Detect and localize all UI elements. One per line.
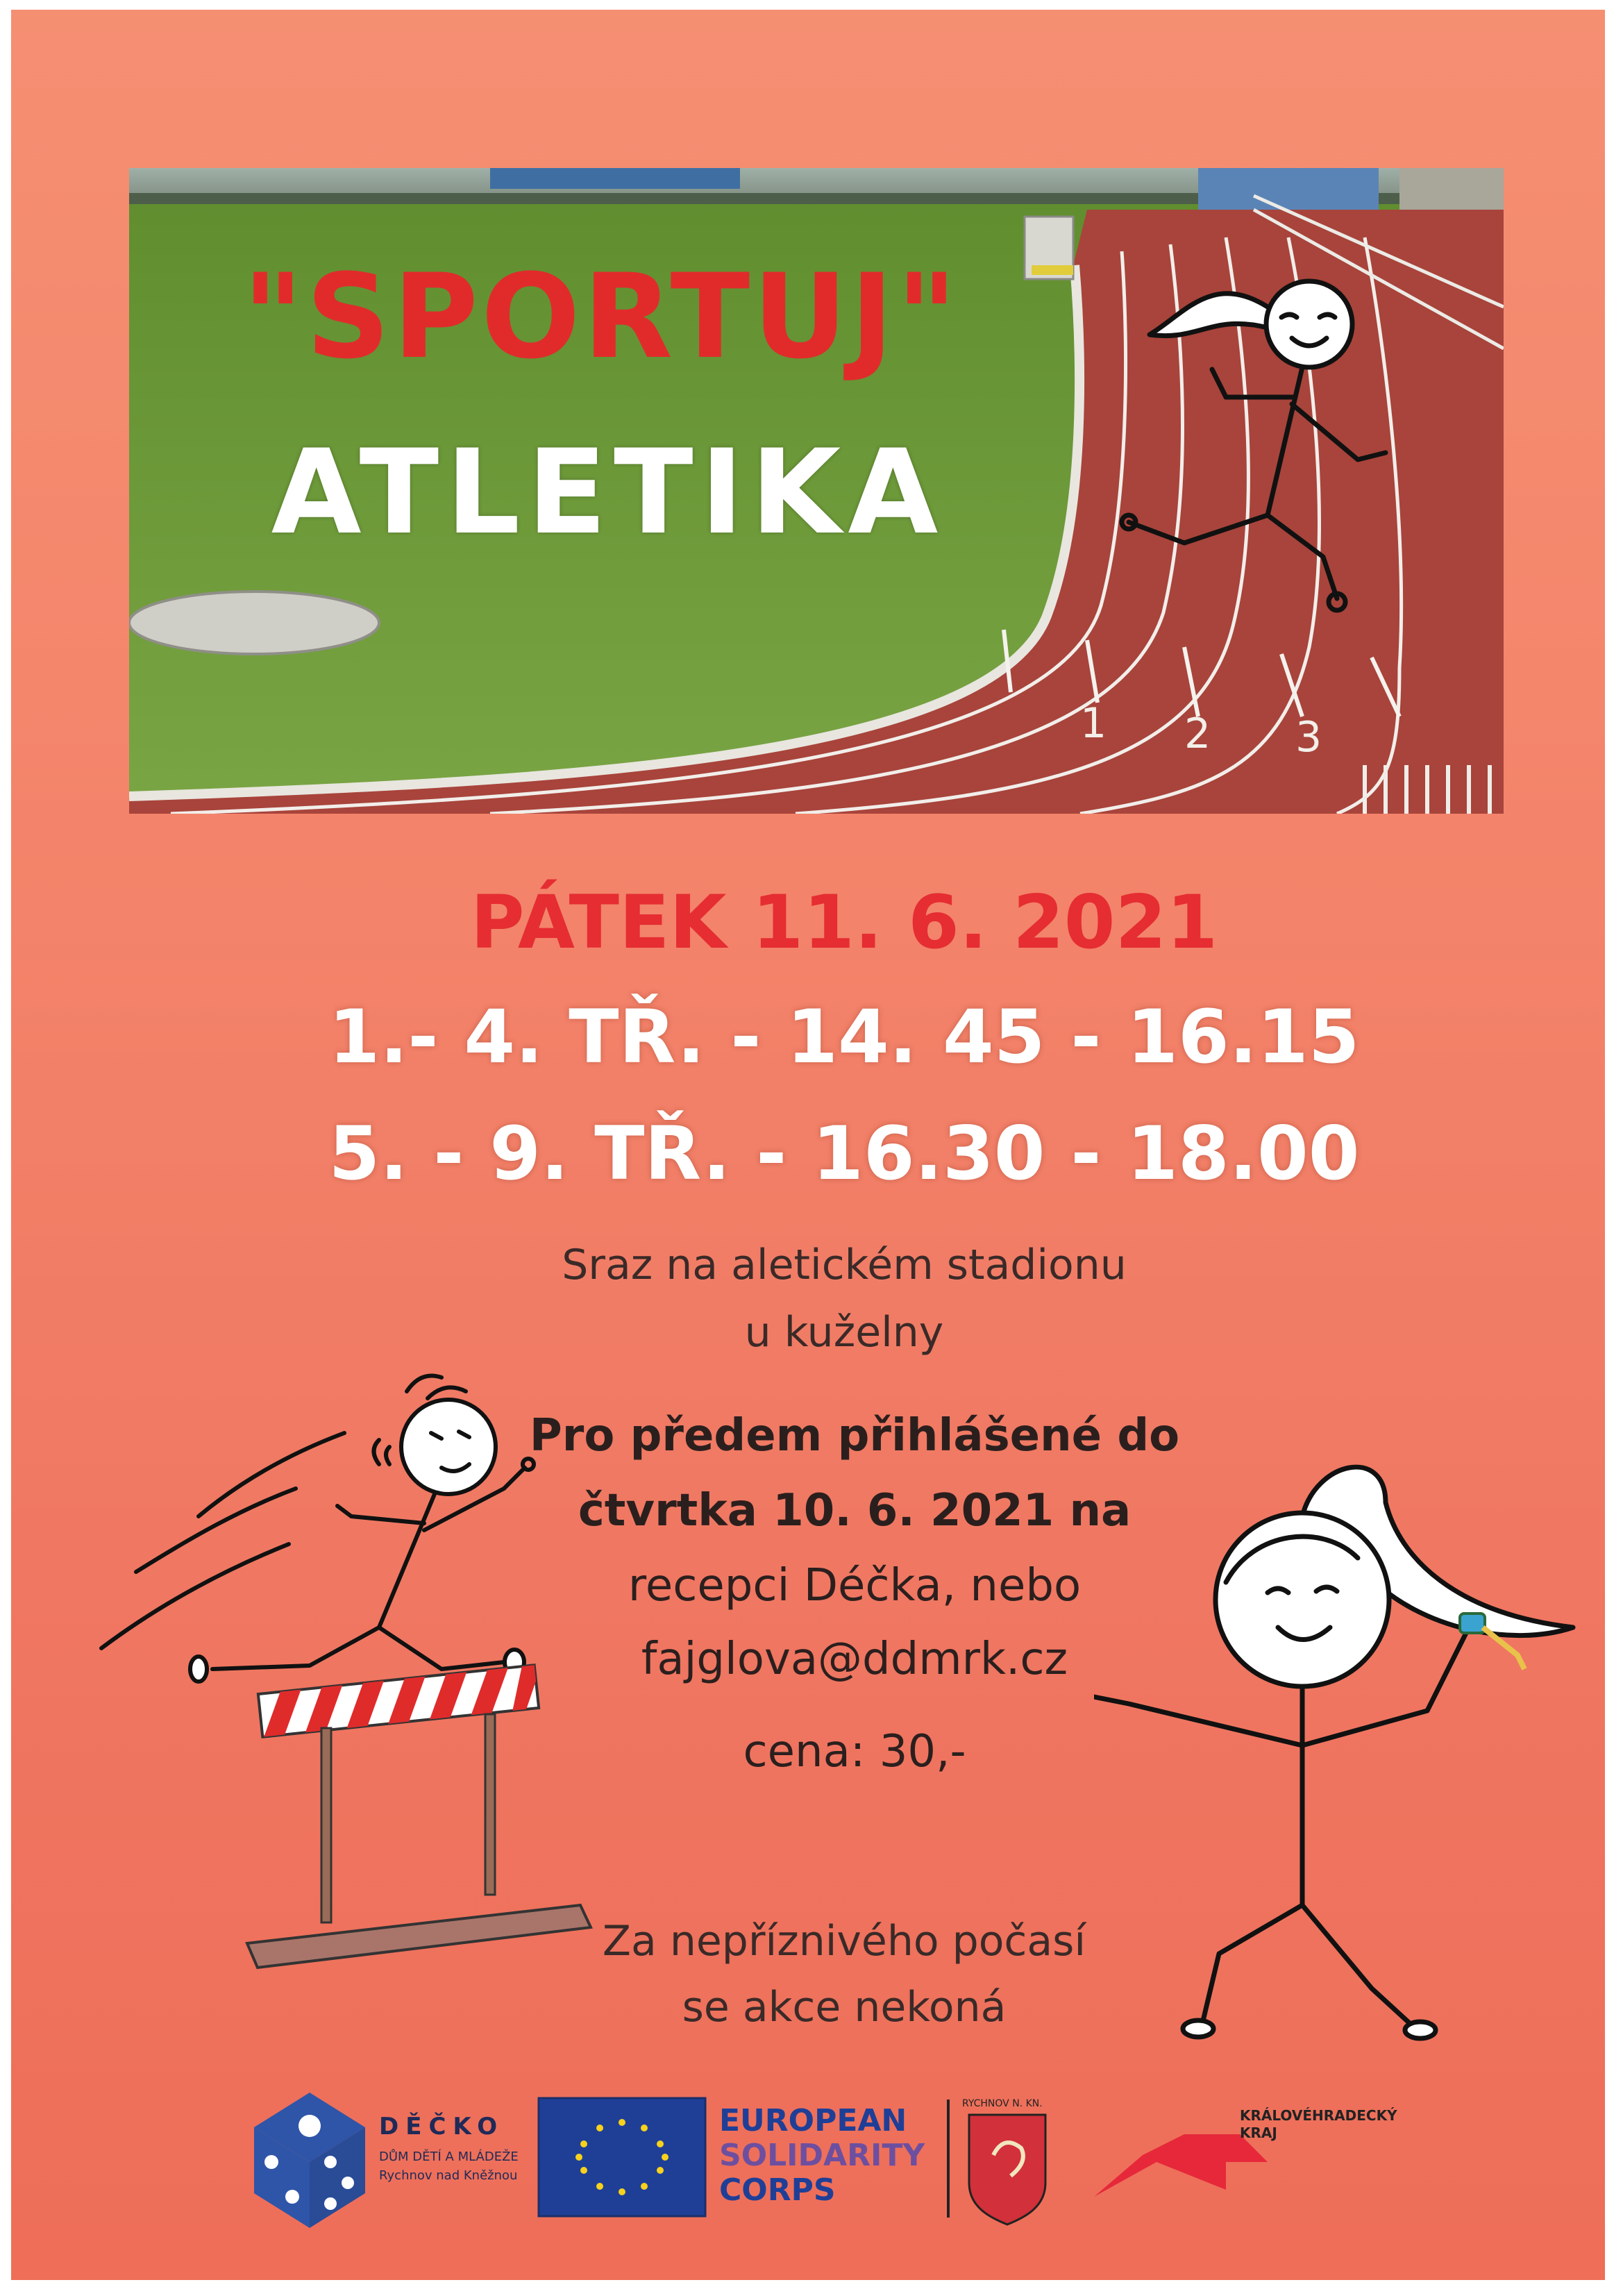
title-atletika: ATLETIKA (271, 424, 945, 560)
time-grades-1-4: 1.- 4. TŘ. - 14. 45 - 16.15 (328, 994, 1360, 1080)
price: cena: 30,- (743, 1726, 966, 1777)
registration-email: fajglova@ddmrk.cz (641, 1634, 1068, 1685)
decko-subtitle-1: DŮM DĚTÍ A MLÁDEŽE (379, 2150, 519, 2164)
sponsor-logos (240, 2079, 1434, 2238)
weather-line-1: Za nepříznivého počasí (602, 1917, 1086, 1966)
decko-logo (254, 2093, 519, 2228)
event-date: PÁTEK 11. 6. 2021 (470, 880, 1218, 965)
rychnov-label: RYCHNOV N. KN. (962, 2098, 1043, 2109)
registration-line-3: recepci Déčka, nebo (628, 1560, 1082, 1611)
lane-number-1: 1 (1080, 699, 1107, 748)
kraj-line-1: KRÁLOVÉHRADECKÝ (1240, 2107, 1397, 2124)
kraj-line-2: KRAJ (1240, 2125, 1277, 2141)
whistle-icon (1460, 1614, 1485, 1633)
registration-line-2: čtvrtka 10. 6. 2021 na (578, 1485, 1132, 1536)
eu-flag-icon (539, 2098, 705, 2216)
esc-line-1: EUROPEAN (719, 2103, 907, 2138)
rychnov-coat-of-arms-icon (969, 2115, 1045, 2224)
esc-line-2: SOLIDARITY (719, 2138, 925, 2173)
girl-with-whistle-illustration (1094, 1419, 1594, 2079)
kraj-logo (1094, 2107, 1397, 2197)
lane-number-2: 2 (1184, 710, 1211, 758)
decko-name: DĚČKO (379, 2113, 505, 2140)
decko-subtitle-2: Rychnov nad Kněžnou (379, 2168, 518, 2183)
meeting-line-2: u kuželny (744, 1308, 944, 1357)
registration-line-1: Pro předem přihlášené do (529, 1410, 1180, 1461)
esc-line-3: CORPS (719, 2172, 836, 2208)
poster (11, 10, 1605, 2280)
weather-line-2: se akce nekoná (682, 1983, 1007, 2031)
time-grades-5-9: 5. - 9. TŘ. - 16.30 - 18.00 (328, 1111, 1360, 1196)
title-sportuj: "SPORTUJ" (242, 249, 960, 385)
meeting-line-1: Sraz na aletickém stadionu (562, 1241, 1127, 1289)
lane-number-3: 3 (1295, 713, 1322, 762)
hurdler-illustration (81, 1364, 608, 1988)
